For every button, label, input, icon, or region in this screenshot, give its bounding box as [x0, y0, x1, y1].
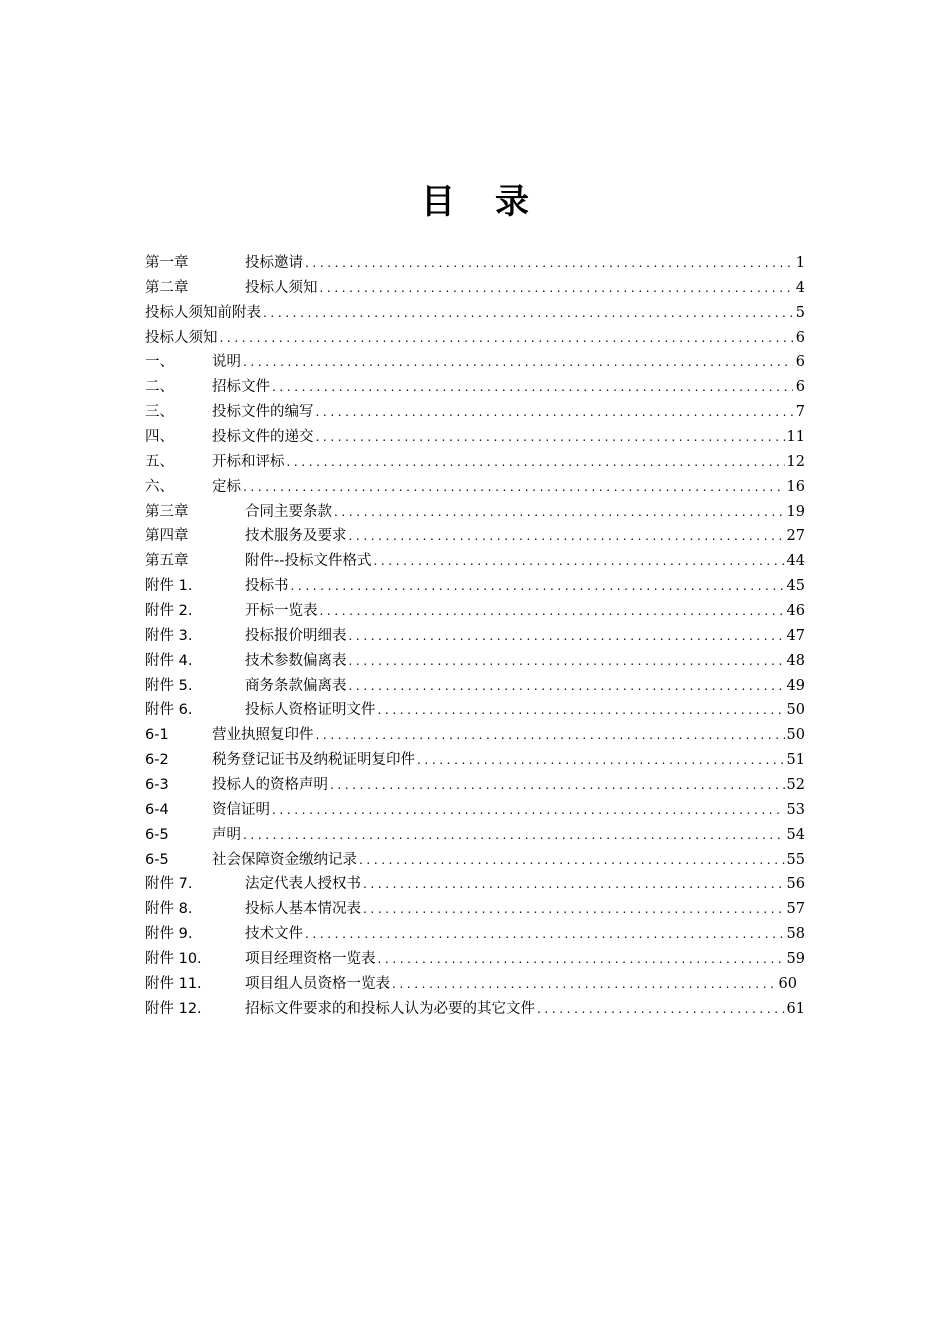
toc-leader-dots	[316, 400, 794, 425]
toc-entry-label: 投标人须知前附表	[145, 304, 261, 321]
toc-entry[interactable]	[145, 649, 805, 674]
toc-entry-page: 19	[786, 503, 805, 520]
toc-entry-page: 5	[795, 304, 805, 321]
toc-entry[interactable]	[145, 897, 805, 922]
toc-entry-label: 资信证明	[212, 801, 270, 818]
toc-entry-number: 二、	[145, 379, 174, 396]
toc-leader-dots	[220, 326, 794, 351]
toc-entry[interactable]	[145, 947, 805, 972]
toc-entry-number: 附件 11.	[145, 975, 202, 992]
toc-entry-number: 6-3	[145, 777, 169, 794]
toc-entry[interactable]	[145, 524, 805, 549]
toc-entry-label: 投标人的资格声明	[212, 777, 328, 794]
toc-leader-dots	[272, 798, 785, 823]
toc-leader-dots	[373, 549, 784, 574]
toc-entry[interactable]	[145, 599, 805, 624]
toc-entry[interactable]	[145, 326, 805, 351]
toc-leader-dots	[330, 773, 785, 798]
toc-entry-number: 三、	[145, 404, 174, 421]
toc-entry[interactable]	[145, 425, 805, 450]
toc-entry-page: 45	[786, 578, 805, 595]
toc-entry-number: 附件 7.	[145, 876, 193, 893]
toc-entry-label: 商务条款偏离表	[245, 677, 347, 694]
toc-entry-page: 6	[795, 329, 805, 346]
toc-entry-label: 投标人须知	[145, 329, 218, 346]
toc-entry-page: 7	[795, 404, 805, 421]
toc-leader-dots	[334, 500, 785, 525]
toc-entry-page: 6	[795, 354, 805, 371]
toc-entry-label: 定标	[212, 478, 241, 495]
toc-entry-label: 开标和评标	[212, 453, 285, 470]
toc-entry-number: 第二章	[145, 279, 189, 296]
toc-entry-label: 投标文件的递交	[212, 429, 314, 446]
toc-entry-number: 附件 3.	[145, 627, 193, 644]
toc-entry-page: 46	[786, 603, 805, 620]
toc-entry-number: 6-2	[145, 752, 169, 769]
toc-entry[interactable]	[145, 848, 805, 873]
toc-entry[interactable]	[145, 475, 805, 500]
toc-entry-number: 附件 4.	[145, 652, 193, 669]
toc-leader-dots	[359, 848, 785, 873]
toc-entry-page: 44	[786, 553, 805, 570]
toc-leader-dots	[378, 698, 785, 723]
toc-entry-label: 投标人基本情况表	[245, 901, 361, 918]
toc-title	[0, 180, 950, 224]
toc-entry-page: 48	[786, 652, 805, 669]
toc-entry-page: 51	[786, 752, 805, 769]
toc-leader-dots	[305, 251, 793, 276]
toc-entry-label: 招标文件要求的和投标人认为必要的其它文件	[245, 1000, 535, 1017]
toc-entry-page: 49	[786, 677, 805, 694]
toc-title-char-2: 录	[495, 182, 529, 222]
toc-entry-number: 6-5	[145, 851, 169, 868]
toc-entry-label: 税务登记证书及纳税证明复印件	[212, 752, 415, 769]
toc-entry-page: 6	[795, 379, 805, 396]
toc-entry[interactable]	[145, 400, 805, 425]
toc-entry[interactable]	[145, 997, 805, 1022]
toc-entry[interactable]	[145, 301, 805, 326]
table-of-contents	[145, 251, 805, 1022]
toc-entry-page: 50	[786, 727, 805, 744]
toc-entry-label: 社会保障资金缴纳记录	[212, 851, 357, 868]
toc-entry-page: 12	[786, 453, 805, 470]
toc-entry-number: 附件 6.	[145, 702, 193, 719]
toc-entry-label: 说明	[212, 354, 241, 371]
toc-entry-page: 16	[786, 478, 805, 495]
toc-entry[interactable]	[145, 972, 805, 997]
toc-entry[interactable]	[145, 674, 805, 699]
toc-entry-label: 声明	[212, 826, 241, 843]
toc-entry-page: 56	[786, 876, 805, 893]
toc-leader-dots	[417, 748, 785, 773]
toc-entry-page: 59	[786, 951, 805, 968]
toc-entry-page: 61	[786, 1000, 805, 1017]
toc-entry-label: 投标人资格证明文件	[245, 702, 376, 719]
toc-entry-number: 一、	[145, 354, 174, 371]
toc-entry[interactable]	[145, 450, 805, 475]
toc-entry-page: 60	[778, 975, 797, 992]
toc-leader-dots	[316, 425, 785, 450]
toc-entry-page: 53	[786, 801, 805, 818]
toc-entry-label: 投标人须知	[245, 279, 318, 296]
toc-leader-dots	[243, 350, 793, 375]
toc-entry-label: 技术文件	[245, 926, 303, 943]
toc-entry-number: 附件 5.	[145, 677, 193, 694]
toc-leader-dots	[243, 475, 785, 500]
toc-entry-page: 52	[786, 777, 805, 794]
toc-entry-label: 投标报价明细表	[245, 627, 347, 644]
toc-entry-number: 附件 9.	[145, 926, 193, 943]
toc-entry-number: 附件 1.	[145, 578, 193, 595]
toc-entry[interactable]	[145, 922, 805, 947]
toc-leader-dots	[349, 674, 785, 699]
toc-entry[interactable]	[145, 872, 805, 897]
toc-leader-dots	[263, 301, 793, 326]
toc-title-char-1: 目	[421, 182, 455, 222]
toc-entry[interactable]	[145, 748, 805, 773]
toc-entry-label: 开标一览表	[245, 603, 318, 620]
toc-leader-dots	[320, 599, 785, 624]
toc-entry-page: 4	[795, 279, 805, 296]
toc-entry[interactable]	[145, 574, 805, 599]
toc-leader-dots	[349, 649, 785, 674]
toc-entry[interactable]	[145, 624, 805, 649]
toc-entry-number: 五、	[145, 453, 174, 470]
toc-entry[interactable]	[145, 350, 805, 375]
toc-entry-number: 6-4	[145, 801, 169, 818]
toc-entry[interactable]	[145, 723, 805, 748]
toc-leader-dots	[537, 997, 785, 1022]
toc-entry-page: 1	[795, 255, 805, 271]
toc-leader-dots	[378, 947, 785, 972]
toc-entry-page: 27	[786, 528, 805, 545]
toc-entry-number: 四、	[145, 429, 174, 446]
toc-entry-label: 投标邀请	[245, 255, 303, 271]
toc-entry-label: 项目经理资格一览表	[245, 951, 376, 968]
toc-entry-label: 合同主要条款	[245, 503, 332, 520]
toc-entry-page: 11	[786, 429, 805, 446]
toc-entry-page: 54	[786, 826, 805, 843]
toc-entry-number: 附件 2.	[145, 603, 193, 620]
toc-entry-label: 技术服务及要求	[245, 528, 347, 545]
toc-entry[interactable]	[145, 251, 805, 276]
toc-entry-label: 投标书	[245, 578, 289, 595]
toc-entry-label: 法定代表人授权书	[245, 876, 361, 893]
toc-entry[interactable]	[145, 500, 805, 525]
toc-entry-label: 招标文件	[212, 379, 270, 396]
toc-entry[interactable]	[145, 773, 805, 798]
toc-entry[interactable]	[145, 276, 805, 301]
toc-entry-label: 项目组人员资格一览表	[245, 975, 390, 992]
toc-entry-label: 附件--投标文件格式	[245, 553, 372, 570]
toc-leader-dots	[291, 574, 785, 599]
toc-entry-number: 六、	[145, 478, 174, 495]
toc-entry[interactable]	[145, 375, 805, 400]
toc-leader-dots	[320, 276, 794, 301]
toc-entry-page: 47	[786, 627, 805, 644]
toc-leader-dots	[349, 624, 785, 649]
toc-entry-label: 技术参数偏离表	[245, 652, 347, 669]
toc-leader-dots	[363, 872, 785, 897]
toc-entry-number: 第四章	[145, 528, 189, 545]
toc-leader-dots	[305, 922, 785, 947]
toc-entry-number: 附件 12.	[145, 1000, 202, 1017]
toc-entry-page: 50	[786, 702, 805, 719]
toc-leader-dots	[363, 897, 785, 922]
toc-leader-dots	[392, 972, 777, 997]
toc-leader-dots	[287, 450, 785, 475]
toc-entry[interactable]	[145, 798, 805, 823]
toc-leader-dots	[349, 524, 785, 549]
toc-entry-number: 附件 10.	[145, 951, 202, 968]
toc-leader-dots	[243, 823, 785, 848]
toc-entry-page: 57	[786, 901, 805, 918]
toc-entry-number: 6-5	[145, 826, 169, 843]
toc-entry-label: 营业执照复印件	[212, 727, 314, 744]
toc-entry-page: 55	[786, 851, 805, 868]
toc-leader-dots	[316, 723, 785, 748]
toc-entry-number: 第一章	[145, 255, 189, 271]
toc-entry[interactable]	[145, 823, 805, 848]
toc-entry-number: 第三章	[145, 503, 189, 520]
toc-entry[interactable]	[145, 549, 805, 574]
toc-entry[interactable]	[145, 698, 805, 723]
toc-entry-page: 58	[786, 926, 805, 943]
toc-entry-number: 第五章	[145, 553, 189, 570]
toc-entry-number: 附件 8.	[145, 901, 193, 918]
toc-entry-label: 投标文件的编写	[212, 404, 314, 421]
toc-leader-dots	[272, 375, 793, 400]
toc-entry-number: 6-1	[145, 727, 169, 744]
